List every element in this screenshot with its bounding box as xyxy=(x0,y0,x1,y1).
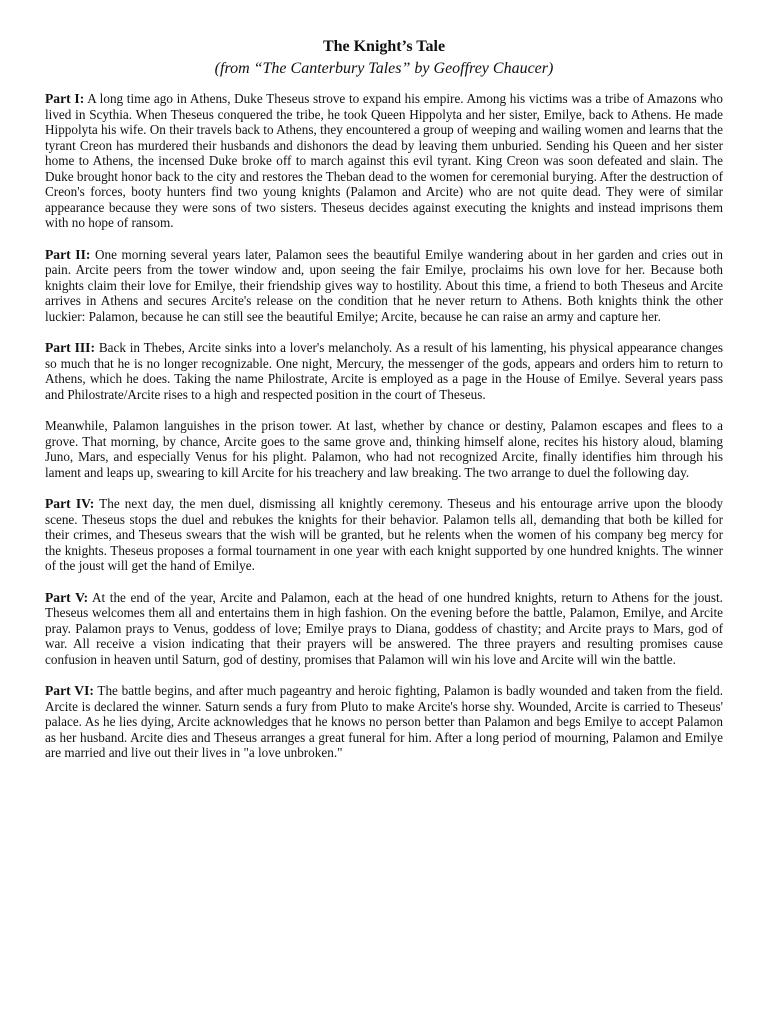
paragraph-part-5 xyxy=(45,590,723,668)
paragraph-text: A long time ago in Athens, Duke Theseus strove to expand his empire. Among his victims was a tribe of Amazons who lived in Scythia. When Theseus conquered the tribe, he took Queen Hippolyta and her sister, Emilye, back to Athens. He made Hippolyta his wife. On their travels back to Athens, they encountered a group of weeping and wailing women and learns that the tyrant Creon has murdered their husbands and dishonors the dead by leaving them unburied. Sending his Queen and her sister home to Athens, the incensed Duke broke off to march against this evil tyrant. King Creon was soon defeated and slain. The Duke brought honor back to the city and restores the Theban dead to the women for ceremonial burying. After the destruction of Creon's forces, booty hunters find two young knights (Palamon and Arcite) who are not quite dead. They were of similar appearance because they were sons of two sisters. Theseus decides against executing the knights and instead imprisons them with no hope of ransom. xyxy=(45,91,723,230)
paragraph-part-3-continued xyxy=(45,418,723,480)
paragraph-text: The next day, the men duel, dismissing all knightly ceremony. Theseus and his entourage arrive upon the bloody scene. Theseus stops the duel and rebukes the knights for their behavior. Palamon tells all, demanding that both be killed for their crimes, and Theseus swears that the wish will be granted, but he relents when the women of his company beg mercy for the knights. Theseus proposes a formal tournament in one year with each knight supported by one hundred knights. The winner of the joust will get the hand of Emilye. xyxy=(45,496,724,573)
paragraph-part-6 xyxy=(45,683,723,761)
paragraph-label: Part VI: xyxy=(45,683,94,698)
paragraph-text: At the end of the year, Arcite and Palamon, each at the head of one hundred knights, return to Athens for the joust. Theseus welcomes them all and entertains them in high fashion. On the evening before the battle, Palamon, Emilye, and Arcite pray. Palamon prays to Venus, goddess of love; Emilye prays to Diana, goddess of chastity; and Arcite prays to Mars, god of war. All receive a vision indicating that their prayers will be answered. The three prayers and resulting promises cause confusion in heaven until Saturn, god of destiny, promises that Palamon will win his love and Arcite will win the battle. xyxy=(45,589,723,667)
paragraph-text: The battle begins, and after much pageantry and heroic fighting, Palamon is badly wounded and taken from the field. Arcite is declared the winner. Saturn sends a fury from Pluto to make Arcite's horse shy. Wounded, Arcite is carried to Theseus' palace. As he lies dying, Arcite acknowledges that he knows no person better than Palamon and begs Emilye to accept Palamon as her husband. Arcite dies and Theseus arranges a great funeral for him. After a long period of mourning, Palamon and Emilye are married and live out their lives in "a love unbroken." xyxy=(45,683,723,760)
paragraph-text: One morning several years later, Palamon sees the beautiful Emilye wandering about in her garden and cries out in pain. Arcite peers from the tower window and, upon seeing the fair Emilye, proclaims his own love for her. Because both knights claim their love for Emilye, their friendship gives way to hostility. About this time, a friend to both Theseus and Arcite arrives in Athens and secures Arcite's release on the condition that he never return to Athens. Both knights think the other luckier: Palamon, because he can still see the beautiful Emilye; Arcite, because he can raise an army and capture her. xyxy=(45,246,723,324)
paragraph-label: Part I: xyxy=(45,91,85,106)
paragraph-label: Part V: xyxy=(45,589,89,605)
paragraph-part-1 xyxy=(45,91,723,231)
paragraph-part-2 xyxy=(45,247,723,325)
paragraph-part-4 xyxy=(45,496,723,574)
paragraph-text: Meanwhile, Palamon languishes in the prison tower. At last, whether by chance or destiny, Palamon escapes and flees to a grove. That morning, by chance, Arcite goes to the same grove and, thinking himself alone, recites his history aloud, blaming Juno, Mars, and especially Venus for his plight. Palamon, who had not recognized Arcite, finally identifies him through his lament and leaps up, swearing to kill Arcite for his treachery and law breaking. The two arrange to duel the following day. xyxy=(45,418,723,480)
paragraph-label: Part III: xyxy=(45,340,95,355)
paragraph-part-3 xyxy=(45,340,723,402)
document-title: The Knight’s Tale xyxy=(322,38,446,55)
paragraph-label: Part IV: xyxy=(45,496,95,511)
paragraph-text: Back in Thebes, Arcite sinks into a lover's melancholy. As a result of his lamenting, his physical appearance changes so much that he is no longer recognizable. One night, Mercury, the messenger of the gods, appears and orders him to return to Athens, which he does. Taking the name Philostrate, Arcite is employed as a page in the House of Emilye. Several years pass and Philostrate/Arcite rises to a high and respected position in the court of Theseus. xyxy=(45,340,723,402)
document-subtitle: (from “The Canterbury Tales” by Geoffrey Chaucer) xyxy=(214,60,554,77)
document-page xyxy=(45,36,723,777)
paragraph-label: Part II: xyxy=(45,246,91,262)
